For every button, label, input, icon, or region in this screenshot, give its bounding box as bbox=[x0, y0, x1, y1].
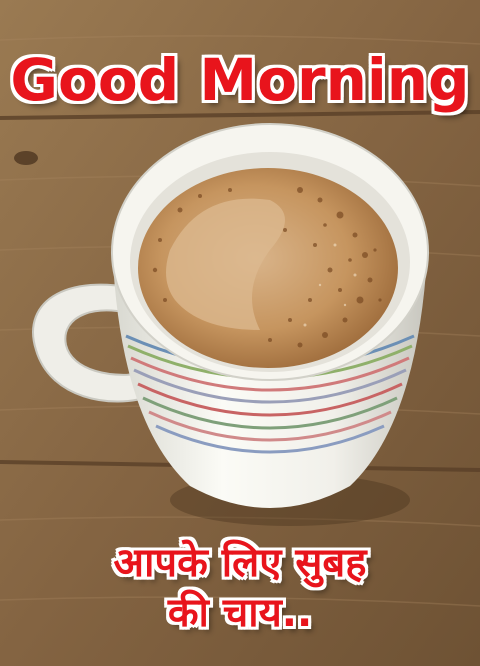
hindi-line-2: की चाय.. bbox=[167, 590, 313, 636]
hindi-line-1: आपके लिए सुबह bbox=[113, 540, 367, 586]
wood-knot bbox=[14, 151, 38, 165]
good-morning-title: Good Morning bbox=[10, 46, 470, 114]
